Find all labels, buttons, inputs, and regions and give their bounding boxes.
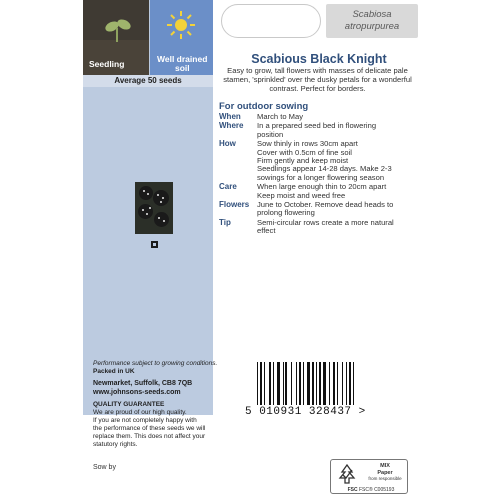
- barcode-bar: [277, 362, 280, 405]
- sow-by-label: Sow by: [93, 464, 116, 471]
- barcode-bar: [269, 362, 271, 405]
- barcode: [245, 362, 415, 422]
- instruction-row: [219, 219, 419, 236]
- product-title: Scabious Black Knight: [251, 52, 387, 66]
- barcode-bar: [299, 362, 301, 405]
- instruction-row: [219, 113, 419, 121]
- instruction-value: In a prepared seed bed in flowering position: [257, 121, 377, 139]
- fsc-label: [330, 459, 408, 494]
- instruction-row: [219, 183, 419, 200]
- barcode-bar: [303, 362, 304, 405]
- barcode-bar: [283, 362, 284, 405]
- instruction-value: When large enough thin to 20cm apart Keep moist and weed free: [257, 182, 387, 200]
- barcode-bar: [307, 362, 310, 405]
- seedling-badge: [83, 0, 149, 75]
- instruction-value: March to May: [257, 112, 303, 121]
- barcode-bar: [337, 362, 338, 405]
- barcode-bar: [346, 362, 347, 405]
- seedling-label: Seedling: [89, 59, 125, 69]
- barcode-number: 5 010931 328437 >: [245, 406, 366, 418]
- barcode-bar: [257, 362, 258, 405]
- flower-photo: [135, 182, 173, 234]
- fsc-tree-icon: [335, 463, 359, 487]
- barcode-bar: [349, 362, 351, 405]
- soil-label-2: soil: [175, 63, 190, 73]
- barcode-bar: [264, 362, 265, 405]
- instruction-label: How: [219, 139, 236, 149]
- website: www.johnsons-seeds.com: [93, 389, 181, 396]
- instruction-row: [219, 122, 419, 139]
- barcode-bar: [342, 362, 343, 405]
- instruction-label: Tip: [219, 217, 231, 227]
- latin-name-line2: atropurpurea: [344, 21, 400, 32]
- packed-in: Packed in UK: [93, 368, 135, 375]
- barcode-bar: [260, 362, 262, 405]
- latin-name-box: [326, 4, 418, 38]
- sow-by-stamp-area: [221, 4, 321, 38]
- instruction-label: Flowers: [219, 200, 250, 210]
- address: Newmarket, Suffolk, CB8 7QB: [93, 380, 193, 387]
- instruction-value: June to October. Remove dead heads to prolong flowering: [257, 200, 394, 218]
- fsc-code: FSC FSC® C005193: [347, 487, 395, 493]
- sun-icon: [166, 10, 196, 40]
- barcode-bar: [273, 362, 274, 405]
- guarantee-heading: QUALITY GUARANTEE: [93, 401, 165, 408]
- sowing-instructions: [219, 113, 419, 237]
- guarantee-line: the performance of these seeds we will: [93, 425, 206, 432]
- instruction-row: [219, 140, 419, 182]
- instruction-label: Care: [219, 182, 237, 192]
- sowing-heading: For outdoor sowing: [219, 101, 309, 112]
- product-description: Easy to grow, tall flowers with masses of delicate pale stamen, 'sprinkled' over the dusky petals for a wonderful contrast. Perfect for borders.: [223, 66, 412, 94]
- instruction-value: Semi-circular rows create a more natural effect: [257, 217, 394, 236]
- guarantee-line: replace them. This does not affect your: [93, 433, 206, 440]
- performance-note: Performance subject to growing conditions.: [93, 360, 218, 367]
- instruction-row: [219, 201, 419, 218]
- barcode-bar: [285, 362, 287, 405]
- average-seeds: Average 50 seeds: [83, 75, 213, 87]
- packet-icon: [150, 240, 159, 249]
- guarantee-line: We are proud of our high quality.: [93, 409, 187, 416]
- barcode-bar: [296, 362, 297, 405]
- barcode-bar: [333, 362, 335, 405]
- guarantee-line: If you are not completely happy with: [93, 417, 197, 424]
- soil-badge: [150, 0, 213, 75]
- barcode-bar: [291, 362, 292, 405]
- barcode-bar: [319, 362, 321, 405]
- barcode-bar: [323, 362, 326, 405]
- barcode-bar: [312, 362, 314, 405]
- soil-label-1: Well drained: [157, 54, 208, 64]
- barcode-bars: [257, 362, 405, 405]
- barcode-bar: [353, 362, 354, 405]
- latin-name-line1: Scabiosa: [352, 9, 392, 20]
- fsc-text: MIX Paper from responsible: [368, 463, 402, 481]
- instruction-value: Sow thinly in rows 30cm apart Cover with 0.5cm of fine soil Firm gently and keep moist Seedlings appear 14-28 days. Make 2-3 sowings for a longer flowering season: [257, 139, 392, 182]
- instruction-label: Where: [219, 121, 244, 131]
- barcode-bar: [316, 362, 317, 405]
- instruction-label: When: [219, 112, 241, 121]
- barcode-bar: [329, 362, 330, 405]
- guarantee-line: statutory rights.: [93, 441, 138, 448]
